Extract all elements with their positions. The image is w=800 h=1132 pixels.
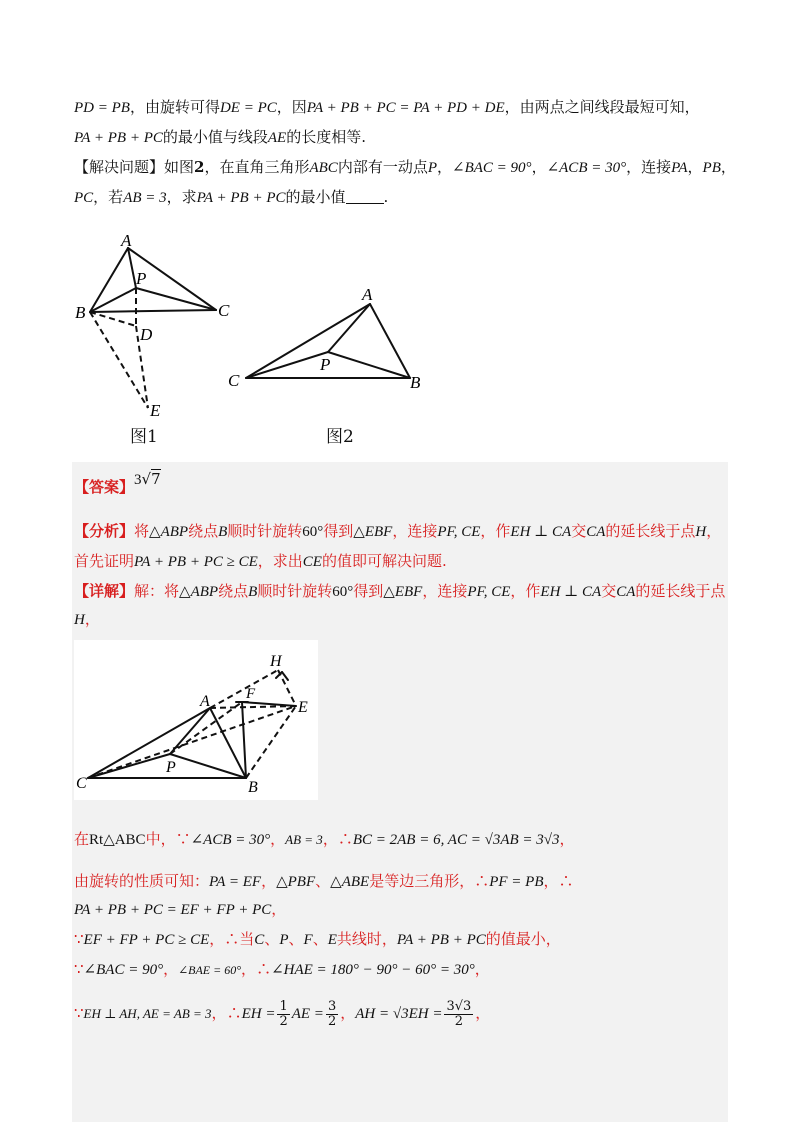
math: P (427, 160, 438, 176)
segment-HE (278, 670, 296, 706)
label-C: C (218, 301, 230, 320)
text: ， (687, 158, 703, 176)
text: 绕点 (218, 582, 249, 600)
detail-line-1 (74, 580, 725, 603)
math: EH ⊥ CA (510, 524, 572, 540)
math: ∠BAC = 90° (452, 160, 532, 176)
segment-BE (246, 706, 296, 778)
step-3 (74, 898, 286, 921)
figure-1-caption: 图1 (130, 427, 158, 447)
answer-blank (346, 189, 384, 204)
text: ， (209, 930, 225, 948)
text: 顺时针旋转 (227, 522, 303, 540)
math: B (218, 524, 228, 540)
math: PA + PB + PC (196, 190, 286, 206)
text: 交 (571, 522, 587, 540)
text: ，在直角三角形 (204, 158, 310, 176)
problem-line-2 (74, 186, 388, 209)
text: 中， (145, 830, 176, 848)
analysis-tag: 【分析】 (74, 522, 135, 540)
because-symbol: ∵ (74, 960, 84, 978)
math: PF, CE (467, 584, 511, 600)
label-C: C (76, 775, 87, 792)
text: 的值最小， (485, 930, 561, 948)
math: PA + PB + PC (396, 932, 486, 948)
math: F (303, 932, 313, 948)
therefore-symbol: ∴ (474, 872, 490, 890)
text: 当 (239, 930, 255, 948)
text: ， (84, 610, 100, 628)
text: 、 (315, 872, 331, 890)
math: PA + PB + PC = PA + PD + DE (306, 100, 505, 116)
math: CA (586, 524, 606, 540)
fraction-denominator: 2 (327, 1013, 337, 1029)
label-A: A (200, 693, 210, 710)
text: ，求 (166, 188, 197, 206)
math: 60° (332, 584, 354, 600)
answer-radicand: 7 (151, 470, 161, 488)
math: CA (616, 584, 636, 600)
therefore-symbol: ∴ (256, 960, 272, 978)
math: PF = PB (489, 874, 544, 890)
math: △ABE (330, 874, 370, 890)
intro-line-1 (74, 96, 700, 119)
math: EH = (241, 1006, 276, 1022)
text: ，因 (276, 98, 307, 116)
intro-line-2 (74, 126, 366, 149)
answer-value (134, 470, 161, 488)
math: △EBF (383, 584, 423, 600)
segment-CA (246, 304, 370, 378)
label-F: F (246, 686, 256, 702)
math: AB = 3 (123, 190, 167, 206)
text: ， (211, 1004, 227, 1022)
text: 绕点 (188, 522, 219, 540)
text: ，作 (480, 522, 511, 540)
fraction-numerator: 3√3 (446, 998, 472, 1014)
text: 将 (134, 522, 150, 540)
math: ∠ACB = 30° (190, 832, 271, 848)
text: 顺时针旋转 (257, 582, 333, 600)
text: 的最小值与线段 (162, 128, 268, 146)
fraction-denominator: 2 (454, 1013, 463, 1029)
text: 交 (601, 582, 617, 600)
math: PD = PB (74, 100, 130, 116)
text: 的延长线于点 (605, 522, 696, 540)
text: 的值即可解决问题. (321, 552, 447, 570)
math: △ABP (149, 524, 189, 540)
label-B: B (248, 779, 258, 796)
text: ， (261, 872, 277, 890)
text: ， (322, 830, 338, 848)
label-E: E (150, 401, 161, 420)
text: ，由旋转可得 (129, 98, 220, 116)
text: 的延长线于点 (635, 582, 726, 600)
fraction (326, 1000, 338, 1029)
therefore-symbol: ∴ (558, 872, 574, 890)
text: 如图 (164, 158, 195, 176)
text: ， (270, 830, 286, 848)
math: ABC (309, 160, 338, 176)
text: 、 (288, 930, 304, 948)
text: ， (437, 158, 453, 176)
math: B (248, 584, 258, 600)
math: EH ⊥ CA (540, 584, 602, 600)
math: Rt△ABC (89, 832, 146, 848)
segment-CE (88, 706, 296, 778)
detail-tag: 【详解】 (74, 582, 135, 600)
fraction (444, 1000, 473, 1029)
figure-number: 2 (194, 158, 205, 176)
text: ， (531, 158, 547, 176)
text: ， (706, 522, 722, 540)
answer-tag: 【答案】 (74, 478, 135, 496)
math: EF + FP + PC ≥ CE (83, 932, 210, 948)
text: ， (271, 900, 287, 918)
step-6 (74, 998, 490, 1029)
math: AB = 3 (285, 832, 323, 847)
text: ，连接 (392, 522, 438, 540)
fraction-numerator: 1 (279, 998, 288, 1014)
text: ， (720, 158, 736, 176)
segment-BC (90, 310, 216, 312)
text: ， (241, 960, 257, 978)
math: △ABP (179, 584, 219, 600)
because-symbol: ∵ (74, 1004, 84, 1022)
text: 解：将 (134, 582, 180, 600)
text: 的最小值 (285, 188, 346, 206)
math: ∠BAC = 90° (83, 962, 164, 978)
label-H: H (270, 653, 282, 670)
figure-1-diagram (70, 226, 250, 426)
math: PF, CE (437, 524, 481, 540)
therefore-symbol: ∴ (224, 930, 240, 948)
math: PB (702, 160, 721, 176)
label-A: A (362, 285, 373, 304)
text: . (383, 188, 389, 206)
text: ， (475, 1004, 491, 1022)
text: 、 (264, 930, 280, 948)
answer-line (74, 470, 161, 499)
math: P (279, 932, 289, 948)
problem-line-1 (74, 156, 736, 179)
text: ， (543, 872, 559, 890)
therefore-symbol: ∴ (226, 1004, 242, 1022)
fraction-numerator: 3 (327, 998, 337, 1014)
problem-tag: 【解决问题】 (74, 158, 165, 176)
segment-PC (136, 288, 216, 310)
math: BC = 2AB = 6, AC = √3AB = 3√3 (352, 832, 560, 848)
figure-2-diagram (224, 282, 434, 392)
segment-AE (210, 706, 296, 708)
detail-line-2 (74, 608, 100, 631)
math: AE = (291, 1006, 324, 1022)
text: ， (340, 1004, 356, 1022)
text: 由旋转的性质可知： (74, 872, 210, 890)
therefore-symbol: ∴ (337, 830, 353, 848)
label-D: D (140, 325, 153, 344)
label-A: A (121, 231, 132, 250)
text: ， (474, 960, 490, 978)
segment-FE (242, 702, 296, 706)
text: 首先证明 (74, 552, 135, 570)
math: PA (671, 160, 688, 176)
text: 共线时， (336, 930, 397, 948)
math: C (254, 932, 265, 948)
fraction (277, 1000, 289, 1029)
step-1 (74, 828, 575, 851)
text: 得到 (323, 522, 354, 540)
label-B: B (410, 373, 421, 392)
text: 是等边三角形， (369, 872, 475, 890)
text: ，作 (510, 582, 541, 600)
fraction-denominator: 2 (279, 1013, 288, 1029)
text: ，若 (93, 188, 124, 206)
answer-coef: 3 (134, 472, 142, 488)
text: 的长度相等. (286, 128, 366, 146)
math: PA + PB + PC = EF + FP + PC (74, 902, 272, 918)
segment-AP (328, 304, 370, 352)
text: ， (559, 830, 575, 848)
label-P: P (136, 269, 147, 288)
math: ∠BAE = 60° (178, 963, 242, 977)
analysis-line-1 (74, 520, 721, 543)
text: ，连接 (626, 158, 672, 176)
figure-2-caption: 图2 (326, 427, 354, 447)
math: PA = EF (209, 874, 262, 890)
math: DE = PC (219, 100, 277, 116)
solution-figure-diagram (74, 640, 318, 800)
text: 内部有一动点 (337, 158, 428, 176)
label-P: P (320, 355, 331, 374)
text: 、 (312, 930, 328, 948)
math: H (695, 524, 707, 540)
step-4 (74, 928, 561, 951)
math: H (74, 612, 85, 628)
math: PA + PB + PC (74, 130, 163, 146)
math: AE (267, 130, 287, 146)
text: 得到 (353, 582, 384, 600)
math: PA + PB + PC ≥ CE (134, 554, 258, 570)
math: E (327, 932, 337, 948)
sqrt-sign: √ (141, 470, 152, 488)
math: 60° (302, 524, 324, 540)
math: AH = √3EH = (355, 1006, 443, 1022)
segment-CA (88, 708, 210, 778)
segment-BF (242, 702, 246, 778)
text: ，由两点之间线段最短可知， (504, 98, 700, 116)
label-P: P (166, 759, 176, 776)
step-2 (74, 870, 574, 893)
text: ， (163, 960, 179, 978)
label-B: B (75, 303, 86, 322)
math: EH ⊥ AH, AE = AB = 3 (83, 1006, 212, 1021)
text: ，连接 (422, 582, 468, 600)
math: △PBF (276, 874, 316, 890)
math: △EBF (353, 524, 393, 540)
math: ∠ACB = 30° (546, 160, 627, 176)
because-symbol: ∵ (74, 930, 84, 948)
math: PC (74, 190, 94, 206)
step-5 (74, 958, 490, 981)
label-E: E (298, 699, 308, 716)
text: ，求出 (257, 552, 303, 570)
segment-CP (246, 352, 331, 378)
analysis-line-2 (74, 550, 447, 573)
math: CE (302, 554, 322, 570)
text: 在 (74, 830, 90, 848)
math: ∠HAE = 180° − 90° − 60° = 30° (271, 962, 475, 978)
because-symbol: ∵ (175, 830, 191, 848)
label-C: C (228, 371, 240, 390)
